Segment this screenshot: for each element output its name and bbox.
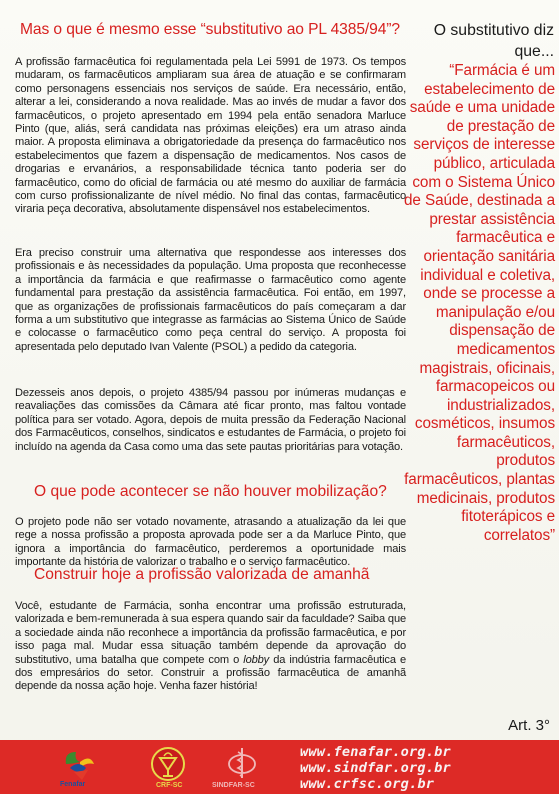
lobby-word: lobby: [243, 653, 270, 666]
crf-sc-caption: CRF-SC: [156, 782, 183, 789]
paragraph-student-call-part1: Você, estudante de Farmácia, sonha encontrar uma profissão estruturada, valorizada e bem-remunerada à sua espera quando sair da faculdade? Saiba que a sociedade ainda não reconhece a importância da profissão farmacêutica, e por isso paga mal. Mudar essa situação também depende da aprovação do substitutivo, uma batalha que compete com o: [15, 600, 406, 666]
heading-substitutivo: Mas o que é mesmo esse “substitutivo ao PL 4385/94”?: [20, 21, 400, 38]
fenafar-logo: [60, 746, 100, 784]
paragraph-consequences: O projeto pode não ser votado novamente, atrasando a atualização da lei que rege a nossa profissão a proposta aprovada pode ser a da Marluce Pinto, que ignora a importância do farmacêutico, perderemos a oportunidade mais importante da história de valorizar o trabalho e o serviço farmacêutico.: [15, 516, 406, 569]
footer-bar: [0, 740, 559, 794]
link-crfsc[interactable]: www.crfsc.org.br: [300, 776, 435, 792]
article-reference: Art. 3°: [508, 717, 550, 734]
footer-links: [300, 744, 550, 792]
sindfar-logo: [222, 744, 262, 782]
sindfar-caption: SINDFAR-SC: [212, 782, 255, 789]
fenafar-caption: Fenafar: [60, 781, 86, 788]
paragraph-alternative: Era preciso construir uma alternativa que respondesse aos interesses dos profissionais e às necessidades da população. Uma proposta que reconhecesse a importância da farmácia e que reafirmasse o farmacêutico como agente fundamental para prestação da assistência farmacêutica. Foi então, em 1997, que as organizações de profissionais farmacêuticos do país começaram a dar forma a um substitutivo que integrasse as farmácias ao Sistema Único de Saúde e colocasse o farmacêutico como peça central do serviço. A proposta foi apresentada pelo deputado Ivan Valente (PSOL) a pedido da categoria.: [15, 247, 406, 353]
link-sindfar[interactable]: www.sindfar.org.br: [300, 760, 451, 776]
paragraph-student-call-part2: da indústria farmacêutica e dos empresários do setor. Construir a profissão farmacêutica de amanhã depende da nossa ação hoje. Venha fazer história!: [15, 653, 407, 693]
heading-build-today: Construir hoje a profissão valorizada de amanhã: [34, 566, 370, 583]
link-fenafar[interactable]: www.fenafar.org.br: [300, 744, 451, 760]
paragraph-history: A profissão farmacêutica foi regulamentada pela Lei 5991 de 1973. Os tempos mudaram, os farmacêuticos ampliaram sua área de atuação e se confirmaram como personagens essenciais nos serviços de saúde. Era necessário, então, alterar a lei, considerando a nova realidade. Mas ao invés de mudar a favor dos farmacêuticos, o projeto apresentado em 1994 pela então senadora Marluce Pinto (que, aliás, será candidata nas próximas eleições) era um atraso ainda maior. A proposta eliminava a obrigatoriedade da presença do farmacêutico nos estabelecimentos que fazem a dispensação de medicamentos. Nos casos de drogarias e ervanários, a responsabilidade técnica tanto poderia ser do farmacêutico, como do oficial de farmácia ou até mesmo do auxiliar de farmácia com curso profissionalizante de nível médio. No final das contas, farmacêutico viraria peça decorativa, absolutamente dispensável nos estabelecimentos.: [15, 56, 406, 216]
article-quote: “Farmácia é um estabelecimento de saúde e uma unidade de prestação de serviços de interesse público, articulada com o Sistema Único de Saúde, destinada a prestar assistência farmacêutica e orientação sanitária individual e coletiva, onde se processe a manipulação e/ou dispensação de medicamentos magistrais, oficinais, farmacopeicos ou industrializados, cosméticos, insumos farmacêuticos, produtos farmacêuticos, plantas medicinais, produtos fitoterápicos e correlatos”: [404, 62, 555, 544]
heading-mobilization: O que pode acontecer se não houver mobilização?: [34, 483, 387, 500]
crf-sc-logo: [150, 746, 186, 782]
paragraph-sixteen-years: Dezesseis anos depois, o projeto 4385/94 passou por inúmeras mudanças e reavaliações das comissões da Câmara até ficar pronto, mas faltou vontade política para ser votado. Agora, depois de muita pressão da Federação Nacional dos Farmacêuticos, conselhos, sindicatos e estudantes de Farmácia, o projeto foi incluído na agenda da Casa como uma das sete pautas prioritárias para votação.: [15, 387, 406, 453]
paragraph-student-call: [15, 600, 406, 694]
sidebar-heading: O substitutivo diz que...: [433, 22, 554, 60]
